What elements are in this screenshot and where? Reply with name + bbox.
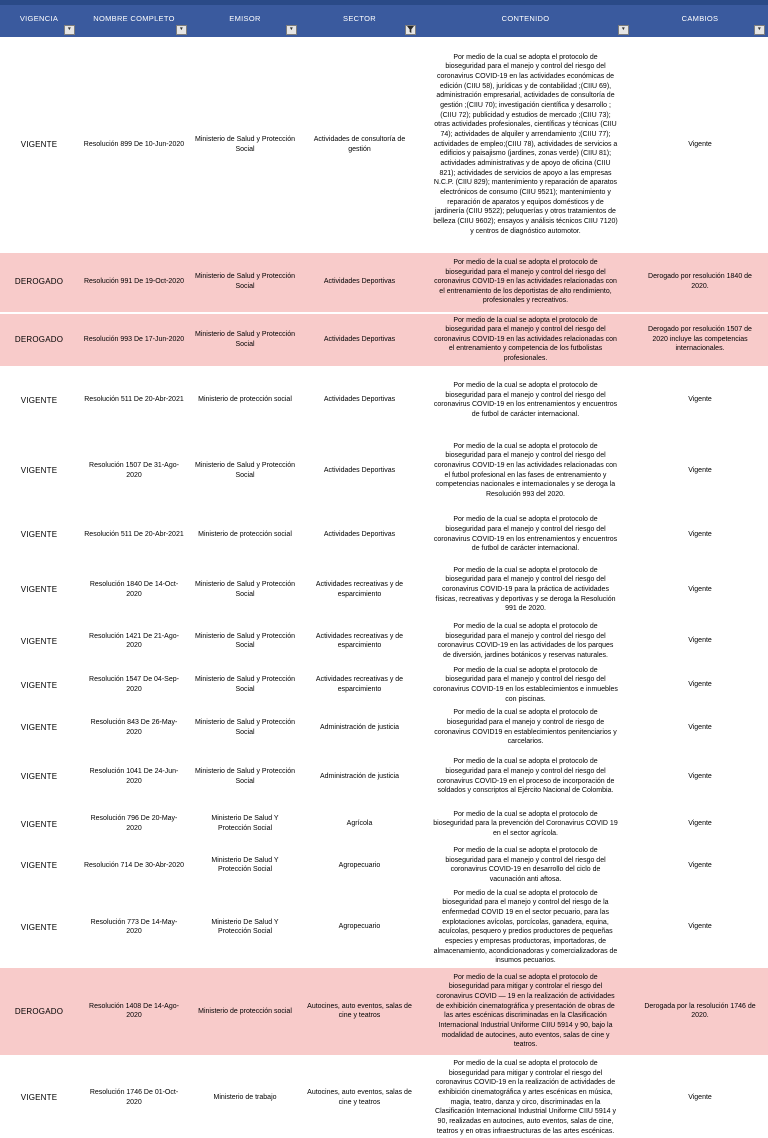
table-row <box>0 509 768 561</box>
cell-vigencia[interactable]: VIGENTE <box>0 664 78 707</box>
cell-emisor[interactable]: Ministerio de trabajo <box>190 1056 300 1138</box>
cell-vigencia[interactable]: DEROGADO <box>0 313 78 367</box>
filter-button[interactable] <box>64 25 75 35</box>
cell-emisor[interactable]: Ministerio De Salud Y Protección Social <box>190 844 300 887</box>
cell-emisor[interactable]: Ministerio de Salud y Protección Social <box>190 433 300 509</box>
cell-sector[interactable]: Actividades Deportivas <box>300 509 419 561</box>
table-row <box>0 968 768 1056</box>
filter-dropdown-icon: ▼ <box>289 27 294 32</box>
table-row <box>0 1056 768 1138</box>
cell-vigencia[interactable]: VIGENTE <box>0 619 78 664</box>
cell-cambios[interactable]: Vigente <box>632 619 768 664</box>
cell-nombre-completo[interactable]: Resolución 511 De 20-Abr-2021 <box>78 509 190 561</box>
cell-nombre-completo[interactable]: Resolución 1840 De 14-Oct-2020 <box>78 561 190 619</box>
table-row <box>0 561 768 619</box>
cell-cambios[interactable]: Derogada por la resolución 1746 de 2020. <box>632 968 768 1056</box>
cell-cambios[interactable]: Vigente <box>632 37 768 253</box>
cell-contenido[interactable]: Por medio de la cual se adopta el protocolo de bioseguridad para el manejo y control del riesgo del coronavirus COVID-19 en las actividades relacionadas con el entrenamiento de los deportistas de alto rendimiento, profesionales y recreativos. <box>419 253 632 313</box>
cell-contenido[interactable]: Por medio de la cual se adopta el protocolo de bioseguridad para el manejo y control del riesgo del coronavirus COVID-19 en los entrenamientos y encuentros de futbol de carácter internacional. <box>419 367 632 433</box>
column-header-contenido[interactable] <box>419 3 632 37</box>
table-row <box>0 313 768 367</box>
cell-vigencia[interactable]: VIGENTE <box>0 749 78 804</box>
cell-emisor[interactable]: Ministerio de Salud y Protección Social <box>190 253 300 313</box>
cell-contenido[interactable]: Por medio de la cual se adopta el protocolo de bioseguridad para el manejo y control del riesgo de la enfermedad COVID 19 en el sector pecuario, para las explotaciones avícolas, porcícolas, ganadera, equina, acuícolas, pesquero y predios productores de pequeñas especies y empresas productoras, importadoras, de almacenamiento, acondicionadoras y comercializadoras de insumos pecuarios. <box>419 887 632 968</box>
filter-button[interactable] <box>618 25 629 35</box>
filter-funnel-icon <box>407 26 414 33</box>
cell-contenido[interactable]: Por medio de la cual se adopta el protocolo de bioseguridad para el manejo y control de riesgo de coronavirus COVID19 en establecimientos penitenciarios y carcelarios. <box>419 706 632 749</box>
table-row <box>0 619 768 664</box>
cell-nombre-completo[interactable]: Resolución 714 De 30-Abr-2020 <box>78 844 190 887</box>
table-row <box>0 749 768 804</box>
cell-contenido[interactable]: Por medio de la cual se adopta el protocolo de bioseguridad para la prevención del Coronavirus COVID 19 en el sector agrícola. <box>419 804 632 844</box>
cell-vigencia[interactable]: VIGENTE <box>0 887 78 968</box>
cell-contenido[interactable]: Por medio de la cual se adopta el protocolo de bioseguridad para el manejo y control del riesgo del coronavirus COVID-19 en las actividades económicas de edición (CIIU 58), jurídicas y de contabilidad ;(CIIU 69), administración empresarial, actividades de consultoría de gestión ;(CIIU 70); investigación científica y desarrollo ;(CIIU 72); publicidad y estudios de mercado ;(CIIU 73); otras actividades profesionales, científicas y técnicas (CIIU 74); actividades de alquiler y arrendamiento ;(CIIU 77); actividades de empleo;(CIIU 78), actividades de servicios a edificios y paisajismo (jardines, zonas verde) (CIIU 81); actividades administrativas y de apoyo de oficina (CIIU 821); actividades de servicios de apoyo a las empresas N.C.P. (CIIU 829); mantenimiento y reparación de aparatos electrónicos de consumo (CIIU 9521); mantenimiento y reparación de aparatos y equipos domésticos y de jardinería (CIIU 9522); peluquerías y otros tratamientos de belleza (CIIU 9602); ensayos y análisis técnicos CIIU 7120) y centros de diagnóstico automotor. <box>419 37 632 253</box>
column-header-label: CAMBIOS <box>682 14 719 23</box>
filter-dropdown-icon: ▼ <box>757 27 762 32</box>
table-row <box>0 253 768 313</box>
filter-dropdown-icon: ▼ <box>621 27 626 32</box>
cell-nombre-completo[interactable]: Resolución 1507 De 31-Ago-2020 <box>78 433 190 509</box>
cell-contenido[interactable]: Por medio de la cual se adopta el protocolo de bioseguridad para mitigar y controlar el riesgo del coronavirus COVID — 19 en la realización de actividades de exhibición cinematográfica y presentación de obras de las artes escénicas discriminadas en la Clasificación Internacional Industrial Uniforme CIIU 5914 y 90, bajo la modalidad de autocines, auto eventos, salas de cine y teatros. <box>419 968 632 1056</box>
cell-contenido[interactable]: Por medio de la cual se adopta el protocolo de bioseguridad para el manejo y control del riesgo del coronavirus COVID-19 en las actividades relacionadas con el entrenamiento y competencia de los futbolistas profesionales. <box>419 313 632 367</box>
table-row <box>0 433 768 509</box>
table-row <box>0 706 768 749</box>
cell-contenido[interactable]: Por medio de la cual se adopta el protocolo de bioseguridad para el manejo y control del riesgo del coronavirus COVID-19 para la práctica de actividades físicas, recreativas y deportivas y se deroga la Resolución 991 de 2020. <box>419 561 632 619</box>
cell-emisor[interactable]: Ministerio de protección social <box>190 367 300 433</box>
cell-sector[interactable]: Actividades Deportivas <box>300 367 419 433</box>
table-row <box>0 887 768 968</box>
cell-emisor[interactable]: Ministerio De Salud Y Protección Social <box>190 887 300 968</box>
cell-sector[interactable]: Actividades de consultoría de gestión <box>300 37 419 253</box>
cell-sector[interactable]: Actividades recreativas y de esparcimiento <box>300 619 419 664</box>
cell-contenido[interactable]: Por medio de la cual se adopta el protocolo de bioseguridad para el manejo y control del riesgo del coronavirus COVID-19 en los establecimientos e inmuebles con piscinas. <box>419 664 632 707</box>
column-header-label: SECTOR <box>343 14 376 23</box>
cell-emisor[interactable]: Ministerio de Salud y Protección Social <box>190 37 300 253</box>
cell-sector[interactable]: Autocines, auto eventos, salas de cine y teatros <box>300 1056 419 1138</box>
cell-cambios[interactable]: Vigente <box>632 706 768 749</box>
cell-sector[interactable]: Actividades Deportivas <box>300 253 419 313</box>
table-row <box>0 367 768 433</box>
cell-cambios[interactable]: Vigente <box>632 509 768 561</box>
cell-emisor[interactable]: Ministerio de protección social <box>190 509 300 561</box>
cell-cambios[interactable]: Vigente <box>632 561 768 619</box>
cell-sector[interactable]: Autocines, auto eventos, salas de cine y teatros <box>300 968 419 1056</box>
cell-vigencia[interactable]: VIGENTE <box>0 561 78 619</box>
cell-sector[interactable]: Actividades Deportivas <box>300 433 419 509</box>
cell-vigencia[interactable]: VIGENTE <box>0 804 78 844</box>
table-row <box>0 844 768 887</box>
column-header-label: VIGENCIA <box>20 14 58 23</box>
cell-vigencia[interactable]: VIGENTE <box>0 1056 78 1138</box>
cell-nombre-completo[interactable]: Resolución 1408 De 14-Ago-2020 <box>78 968 190 1056</box>
table-row <box>0 37 768 253</box>
filter-button[interactable] <box>405 25 416 35</box>
cell-sector[interactable]: Actividades Deportivas <box>300 313 419 367</box>
cell-vigencia[interactable]: VIGENTE <box>0 37 78 253</box>
table-header <box>0 3 768 37</box>
cell-cambios[interactable]: Vigente <box>632 749 768 804</box>
table-row <box>0 664 768 707</box>
cell-emisor[interactable]: Ministerio de protección social <box>190 968 300 1056</box>
cell-nombre-completo[interactable]: Resolución 796 De 20-May-2020 <box>78 804 190 844</box>
cell-cambios[interactable]: Vigente <box>632 664 768 707</box>
cell-vigencia[interactable]: VIGENTE <box>0 367 78 433</box>
cell-sector[interactable]: Administración de justicia <box>300 706 419 749</box>
column-header-vigencia[interactable] <box>0 3 78 37</box>
cell-contenido[interactable]: Por medio de la cual se adopta el protocolo de bioseguridad para el manejo y control del riesgo del coronavirus COVID-19 en las actividades de los parques de diversión, jardines botánicos y reservas naturales. <box>419 619 632 664</box>
cell-sector[interactable]: Administración de justicia <box>300 749 419 804</box>
column-header-nombre-completo[interactable] <box>78 3 190 37</box>
cell-cambios[interactable]: Vigente <box>632 367 768 433</box>
cell-vigencia[interactable]: VIGENTE <box>0 433 78 509</box>
column-header-label: CONTENIDO <box>502 14 550 23</box>
cell-nombre-completo[interactable]: Resolución 991 De 19-Oct-2020 <box>78 253 190 313</box>
cell-nombre-completo[interactable]: Resolución 843 De 26-May-2020 <box>78 706 190 749</box>
cell-nombre-completo[interactable]: Resolución 773 De 14-May-2020 <box>78 887 190 968</box>
cell-nombre-completo[interactable]: Resolución 1746 De 01-Oct-2020 <box>78 1056 190 1138</box>
cell-nombre-completo[interactable]: Resolución 899 De 10-Jun-2020 <box>78 37 190 253</box>
filter-dropdown-icon: ▼ <box>179 27 184 32</box>
cell-nombre-completo[interactable]: Resolución 511 De 20-Abr-2021 <box>78 367 190 433</box>
filter-button[interactable] <box>286 25 297 35</box>
cell-sector[interactable]: Actividades recreativas y de esparcimiento <box>300 664 419 707</box>
cell-contenido[interactable]: Por medio de la cual se adopta el protocolo de bioseguridad para el manejo y control del riesgo del coronavirus COVID-19 en los entrenamientos y encuentros de futbol de carácter internacional. <box>419 509 632 561</box>
cell-cambios[interactable]: Vigente <box>632 887 768 968</box>
cell-sector[interactable]: Actividades recreativas y de esparcimiento <box>300 561 419 619</box>
cell-cambios[interactable]: Vigente <box>632 1056 768 1138</box>
cell-emisor[interactable]: Ministerio de Salud y Protección Social <box>190 706 300 749</box>
column-header-label: NOMBRE COMPLETO <box>93 14 174 23</box>
cell-contenido[interactable]: Por medio de la cual se adopta el protocolo de bioseguridad para el manejo y control del riesgo del coronavirus COVID-19 en las actividades relacionadas con el futbol profesional en las fases de entrenamiento y competencias nacionales e internacionales y se deroga la Resolución 993 del 2020. <box>419 433 632 509</box>
column-header-sector[interactable] <box>300 3 419 37</box>
cell-cambios[interactable]: Derogado por resolución 1840 de 2020. <box>632 253 768 313</box>
cell-nombre-completo[interactable]: Resolución 1041 De 24-Jun-2020 <box>78 749 190 804</box>
column-header-emisor[interactable] <box>190 3 300 37</box>
cell-vigencia[interactable]: DEROGADO <box>0 968 78 1056</box>
table-row <box>0 804 768 844</box>
table-body <box>0 37 768 1138</box>
cell-cambios[interactable]: Derogado por resolución 1507 de 2020 incluye las competencias internacionales. <box>632 313 768 367</box>
filter-dropdown-icon: ▼ <box>67 27 72 32</box>
cell-sector[interactable]: Agrícola <box>300 804 419 844</box>
cell-emisor[interactable]: Ministerio de Salud y Protección Social <box>190 749 300 804</box>
cell-emisor[interactable]: Ministerio de Salud y Protección Social <box>190 313 300 367</box>
cell-vigencia[interactable]: VIGENTE <box>0 844 78 887</box>
filter-button[interactable] <box>754 25 765 35</box>
cell-emisor[interactable]: Ministerio de Salud y Protección Social <box>190 664 300 707</box>
cell-nombre-completo[interactable]: Resolución 1421 De 21-Ago-2020 <box>78 619 190 664</box>
cell-nombre-completo[interactable]: Resolución 1547 De 04-Sep-2020 <box>78 664 190 707</box>
cell-vigencia[interactable]: VIGENTE <box>0 509 78 561</box>
cell-cambios[interactable]: Vigente <box>632 804 768 844</box>
cell-emisor[interactable]: Ministerio de Salud y Protección Social <box>190 561 300 619</box>
header-row <box>0 3 768 37</box>
cell-vigencia[interactable]: VIGENTE <box>0 706 78 749</box>
filter-button[interactable] <box>176 25 187 35</box>
column-header-label: EMISOR <box>229 14 260 23</box>
cell-contenido[interactable]: Por medio de la cual se adopta el protocolo de bioseguridad para mitigar y controlar el riesgo del coronavirus COVID-19 en la realización de actividades de exhibición cinematográfica y artes escénicas en música, magia, teatro, danza y circo, discriminadas en la Clasificación Internacional Industrial Uniforme CIIU 5914 y 90, realizadas en autocines, auto eventos, salas de cine, teatros y en otras infraestructuras de las artes escénicas. <box>419 1056 632 1138</box>
column-header-cambios[interactable] <box>632 3 768 37</box>
cell-sector[interactable]: Agropecuario <box>300 844 419 887</box>
cell-cambios[interactable]: Vigente <box>632 844 768 887</box>
cell-sector[interactable]: Agropecuario <box>300 887 419 968</box>
cell-vigencia[interactable]: DEROGADO <box>0 253 78 313</box>
cell-emisor[interactable]: Ministerio de Salud y Protección Social <box>190 619 300 664</box>
cell-cambios[interactable]: Vigente <box>632 433 768 509</box>
cell-nombre-completo[interactable]: Resolución 993 De 17-Jun-2020 <box>78 313 190 367</box>
cell-contenido[interactable]: Por medio de la cual se adopta el protocolo de bioseguridad para el manejo y control del riesgo del coronavirus COVID-19 en desarrollo del ciclo de vacunación anti aftosa. <box>419 844 632 887</box>
cell-contenido[interactable]: Por medio de la cual se adopta el protocolo de bioseguridad para el manejo y control del riesgo del coronavirus COVID-19 en el proceso de incorporación de soldados y conscriptos al Ejército Nacional de Colombia. <box>419 749 632 804</box>
cell-emisor[interactable]: Ministerio De Salud Y Protección Social <box>190 804 300 844</box>
